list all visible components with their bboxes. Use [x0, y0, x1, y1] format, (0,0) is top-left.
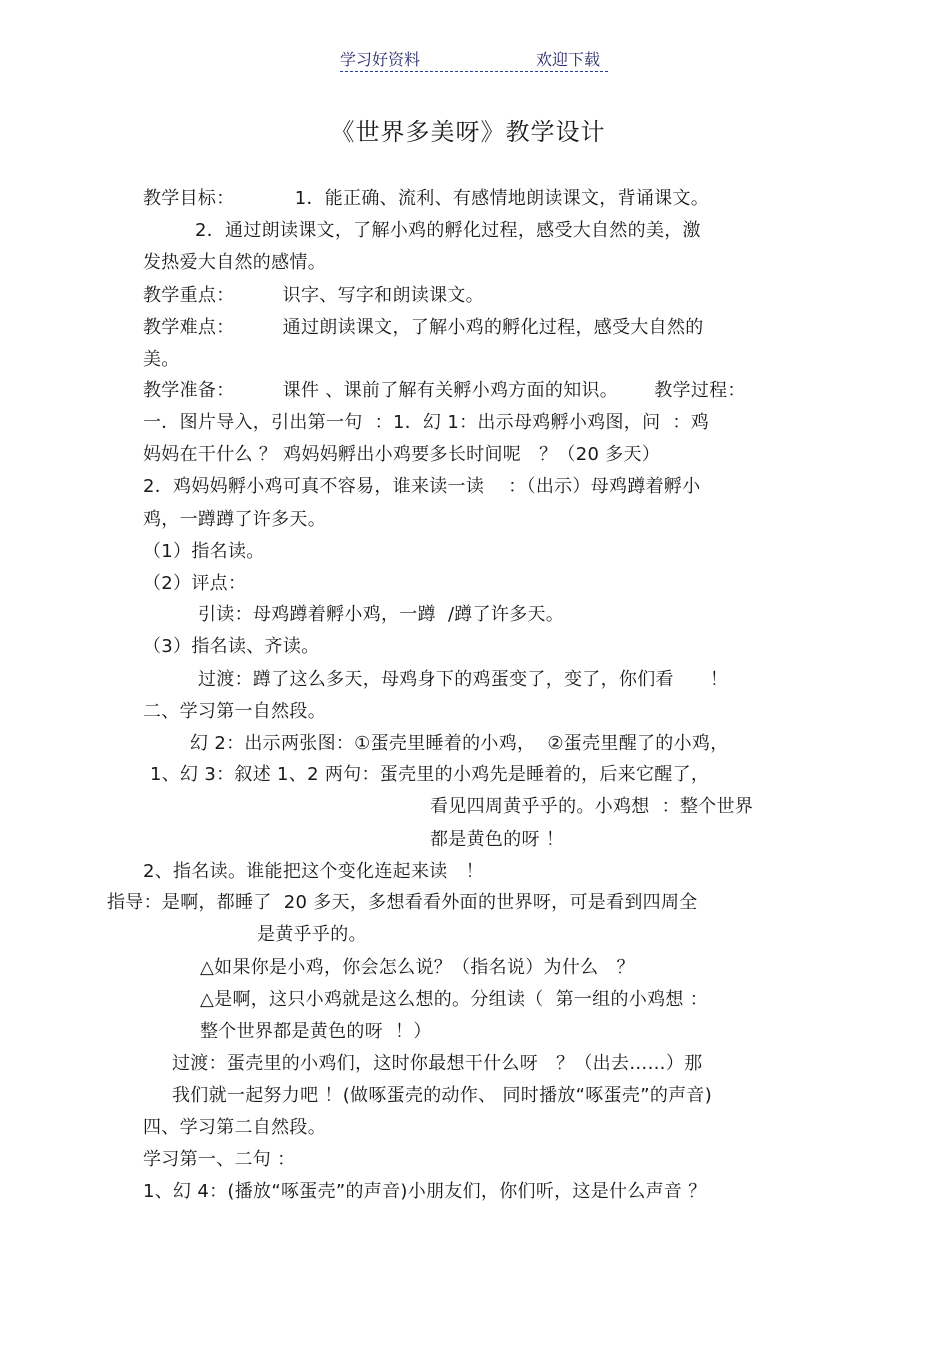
text-line: 幻 2：出示两张图：①蛋壳里睡着的小鸡， ②蛋壳里醒了的小鸡，	[190, 733, 729, 754]
text-line: 发热爱大自然的感情。	[143, 252, 326, 273]
text-line: （3）指名读、齐读。	[143, 636, 320, 657]
text-line: 二、学习第一自然段。	[143, 701, 326, 722]
text-line: 教学重点： 识字、写字和朗读课文。	[143, 285, 484, 306]
text-line: 引读：母鸡蹲着孵小鸡，一蹲 /蹲了许多天。	[198, 604, 565, 625]
header-right-text: 欢迎下载	[536, 50, 601, 69]
text-line: △是啊，这只小鸡就是这么想的。分组读（ 第一组的小鸡想 ：	[200, 989, 709, 1010]
text-line: 都是黄色的呀 ！	[430, 829, 565, 850]
text-line: 教学准备： 课件 、课前了解有关孵小鸡方面的知识。 教学过程：	[143, 380, 746, 401]
text-line: 教学目标： 1．能正确、流利、有感情地朗读课文，背诵课文。	[143, 188, 710, 209]
text-line: 2．鸡妈妈孵小鸡可真不容易，谁来读一读 ：（出示）母鸡蹲着孵小	[143, 476, 701, 497]
text-line: （1）指名读。	[143, 541, 265, 562]
document-title: 《世界多美呀》教学设计	[330, 118, 606, 146]
page-header	[340, 49, 608, 72]
text-line: △如果你是小鸡，你会怎么说？（指名说）为什么 ？	[200, 957, 635, 978]
text-line: （2）评点：	[143, 573, 247, 594]
text-line: 四、学习第二自然段。	[143, 1117, 326, 1138]
text-line: 整个世界都是黄色的呀 ！）	[200, 1021, 432, 1042]
text-line: 学习第一、二句 ：	[143, 1149, 296, 1170]
text-line: 1、幻 4：(播放“啄蛋壳”的声音)小朋友们，你们听，这是什么声音 ？	[143, 1181, 707, 1202]
text-line: 1、幻 3：叙述 1、2 两句：蛋壳里的小鸡先是睡着的，后来它醒了，	[150, 764, 710, 785]
header-left-text: 学习好资料	[340, 50, 421, 69]
text-line: 美。	[143, 349, 180, 370]
text-line: 过渡：蛋壳里的小鸡们，这时你最想干什么呀 ？（出去……）那	[172, 1053, 703, 1074]
text-line: 2、指名读。谁能把这个变化连起来读 ！	[143, 861, 484, 882]
text-line: 我们就一起努力吧 ！(做啄蛋壳的动作、 同时播放“啄蛋壳”的声音)	[172, 1085, 713, 1106]
text-line: 看见四周黄乎乎的。小鸡想 ：整个世界	[430, 796, 754, 817]
text-line: 指导：是啊，都睡了 20 多天，多想看看外面的世界呀，可是看到四周全	[107, 892, 698, 913]
text-line: 一．图片导入，引出第一句 ：1．幻 1：出示母鸡孵小鸡图，问 ：鸡	[143, 412, 710, 433]
text-line: 2．通过朗读课文，了解小鸡的孵化过程，感受大自然的美，激	[195, 220, 701, 241]
text-line: 过渡：蹲了这么多天，母鸡身下的鸡蛋变了，变了，你们看 ！	[198, 669, 729, 690]
text-line: 妈妈在干什么 ？ 鸡妈妈孵出小鸡要多长时间呢 ？（20 多天）	[143, 444, 661, 465]
text-line: 是黄乎乎的。	[257, 924, 367, 945]
text-line: 鸡，一蹲蹲了许多天。	[143, 509, 326, 530]
text-line: 教学难点： 通过朗读课文，了解小鸡的孵化过程，感受大自然的	[143, 317, 704, 338]
